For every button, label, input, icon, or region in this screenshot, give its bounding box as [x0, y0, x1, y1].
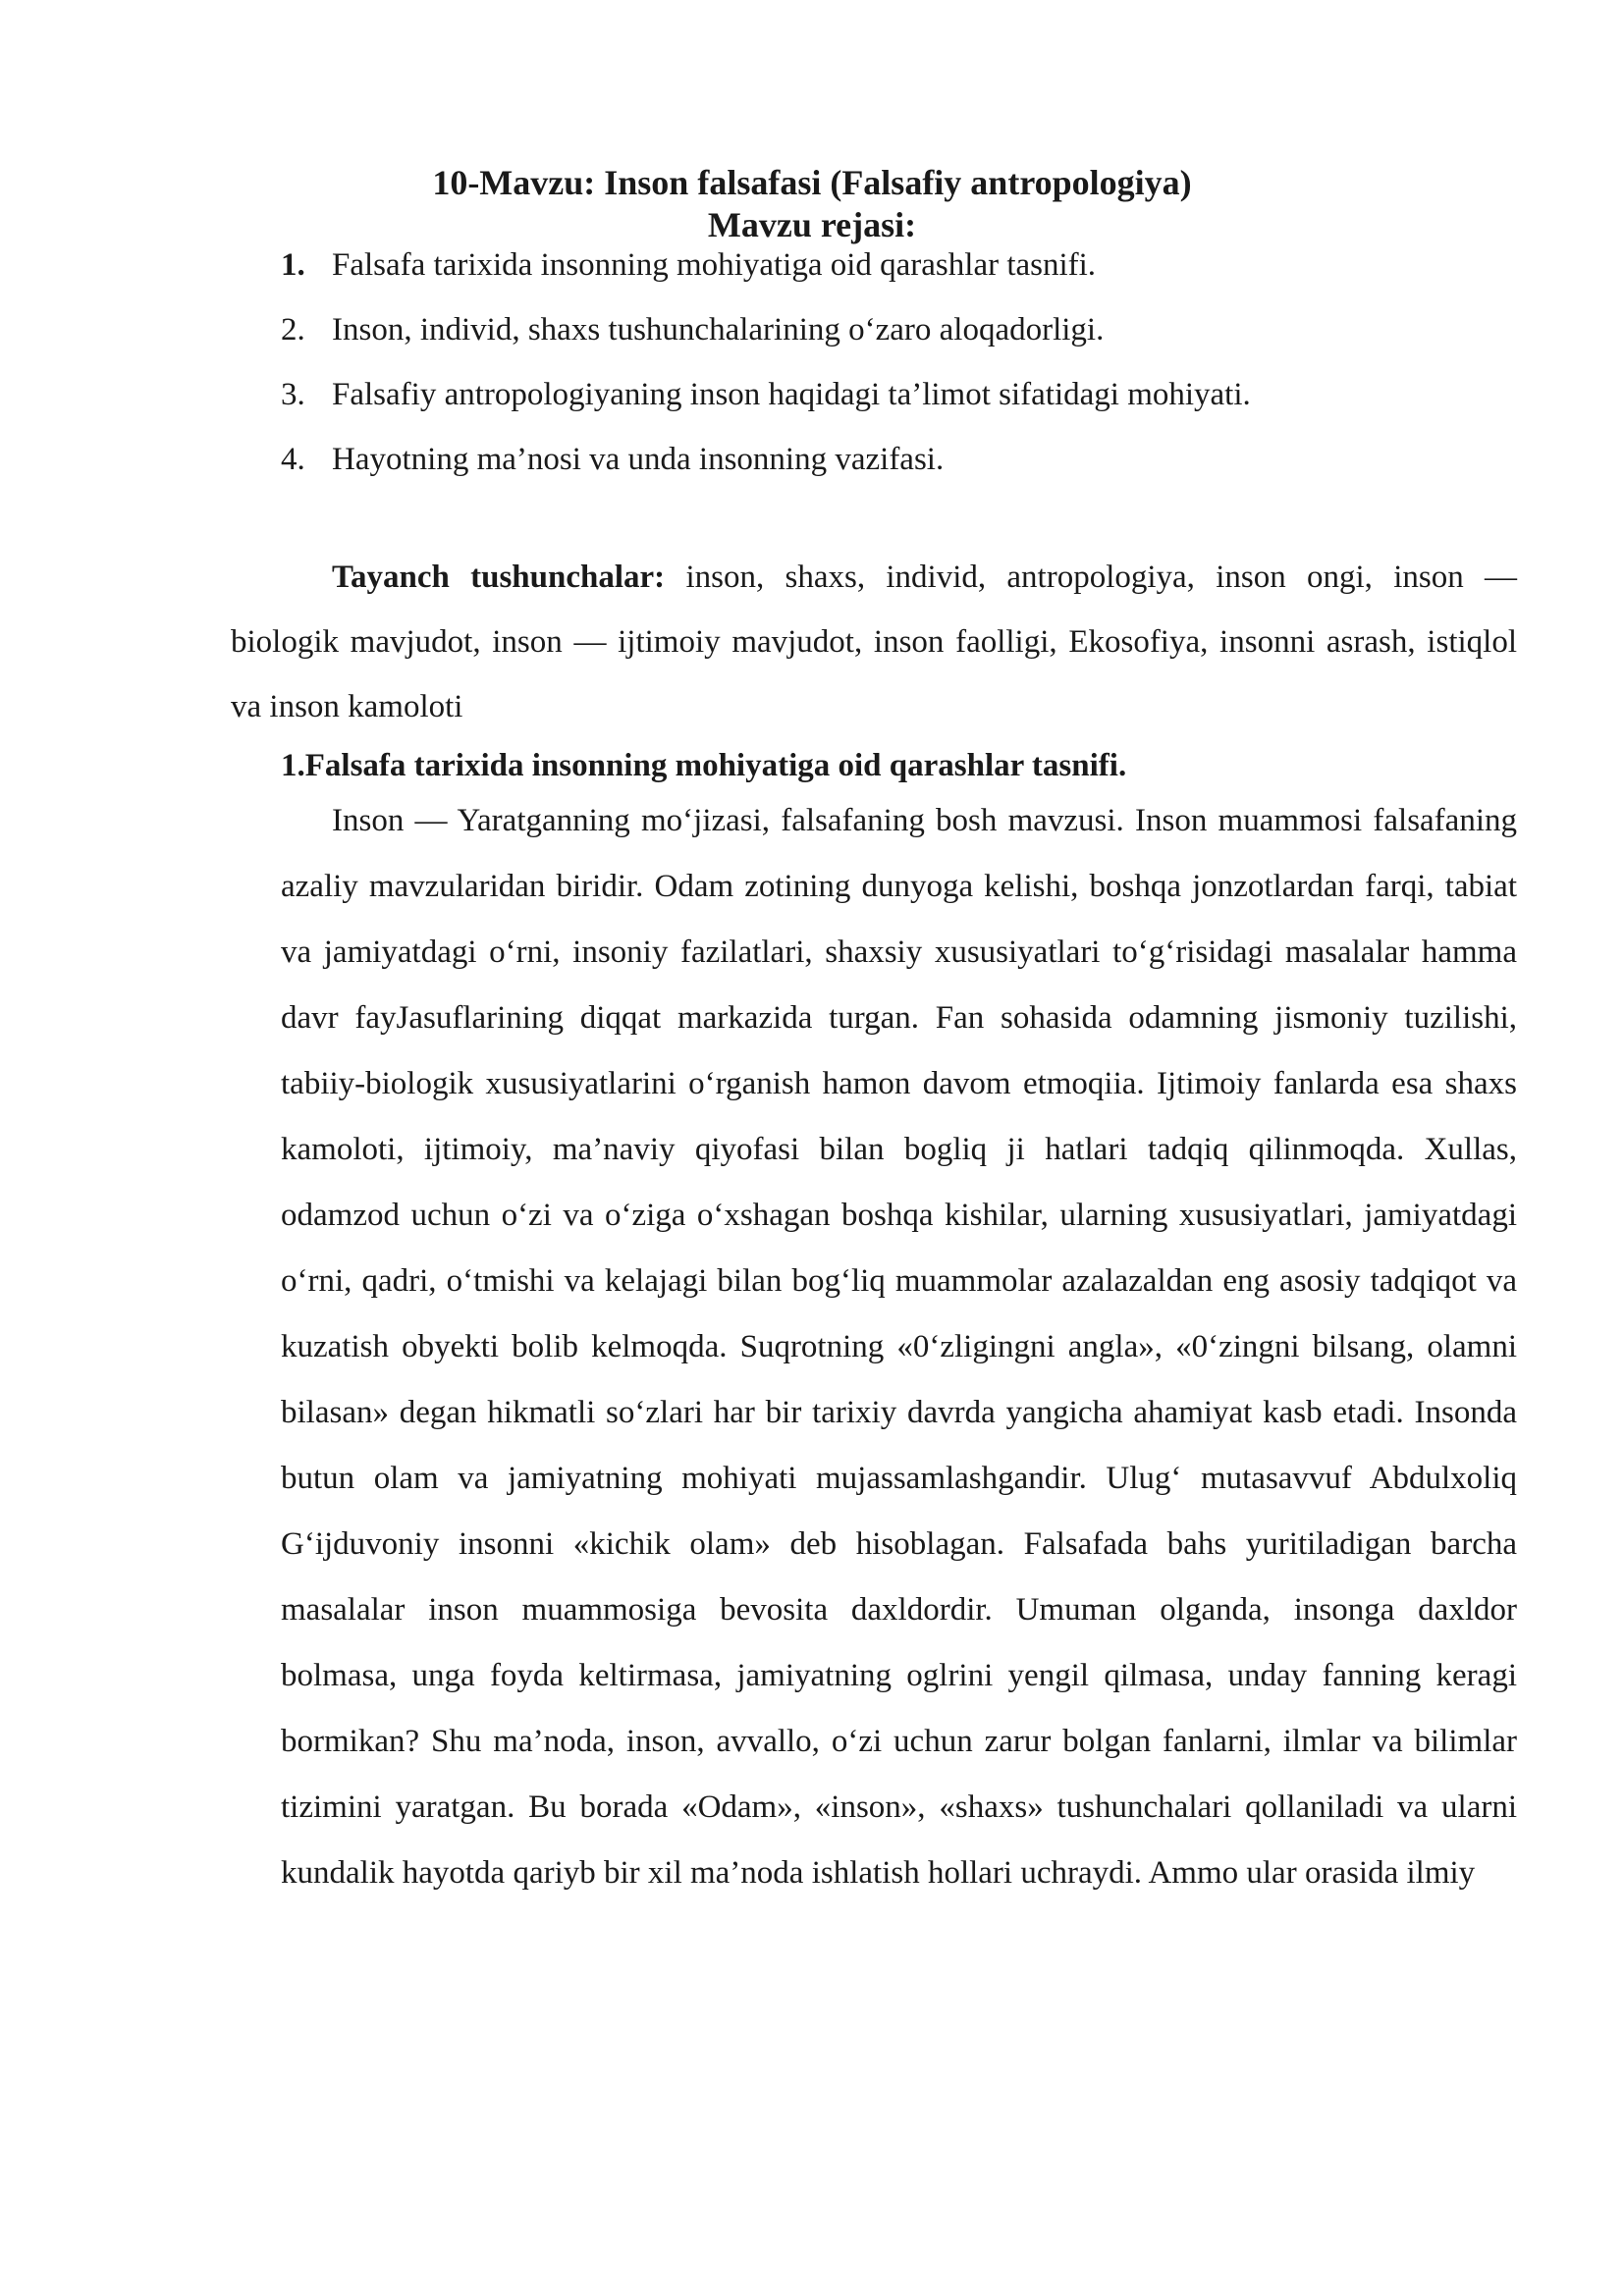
plan-item	[281, 245, 1251, 310]
plan-item-number: 4.	[281, 442, 305, 477]
plan-item	[281, 310, 1251, 375]
section-heading: 1.Falsafa tarixida insonning mohiyatiga oid qarashlar tasnifi.	[281, 748, 1127, 783]
key-concepts-paragraph	[231, 545, 1517, 739]
key-concepts-text: inson, shaxs, individ, antropologiya, inson ongi, inson — biologik mavjudot, inson — ijtimoiy mavjudot, inson faolligi, Ekosofiya, insonni asrash, istiqlol va inson kamoloti	[231, 560, 1517, 724]
topic-plan-list	[281, 245, 1251, 505]
plan-item-text: Falsafiy antropologiyaning inson haqidagi ta’limot sifatidagi mohiyati.	[332, 377, 1251, 412]
plan-item-number: 2.	[281, 312, 305, 347]
document-title: 10-Mavzu: Inson falsafasi (Falsafiy antropologiya)	[432, 163, 1192, 202]
document-subtitle: Mavzu rejasi:	[707, 205, 917, 244]
plan-item-text: Inson, individ, shaxs tushunchalarining o‘zaro aloqadorligi.	[332, 312, 1105, 347]
key-concepts-label: Tayanch tushunchalar:	[332, 560, 666, 595]
plan-item-text: Falsafa tarixida insonning mohiyatiga oid qarashlar tasnifi.	[332, 247, 1097, 283]
body-paragraph: Inson — Yaratganning mo‘jizasi, falsafaning bosh mavzusi. Inson muammosi falsafaning azaliy mavzularidan biridir. Odam zotining dunyoga kelishi, boshqa jonzotlardan farqi, tabiat va jamiyatdagi o‘rni, insoniy fazilatlari, shaxsiy xususiyatlari to‘g‘risidagi masalalar hamma davr fayJasuflarining diqqat markazida turgan. Fan sohasida odamning jismoniy tuzilishi, tabiiy-biologik xususiyatlarini o‘rganish hamon davom etmoqiia. Ijtimoiy fanlarda esa shaxs kamoloti, ijtimoiy, ma’naviy qiyofasi bilan bogliq ji hatlari tadqiq qilinmoqda. Xullas, odamzod uchun o‘zi va o‘ziga o‘xshagan boshqa kishilar, ularning xususiyatlari, jamiyatdagi o‘rni, qadri, o‘tmishi va kelajagi bilan bog‘liq muammolar azalazaldan eng asosiy tadqiqot va kuzatish obyekti bolib kelmoqda. Suqrotning «0‘zligingni angla», «0‘zingni bilsang, olamni bilasan» degan hikmatli so‘zlari har bir tarixiy davrda yangicha ahamiyat kasb etadi. Insonda butun olam va jamiyatning mohiyati mujassamlashgandir. Ulug‘ mutasavvuf Abdulxoliq G‘ijduvoniy insonni «kichik olam» deb hisoblagan. Falsafada bahs yuritiladigan barcha masalalar inson muammosiga bevosita daxldordir. Umuman olganda, insonga daxldor bolmasa, unga foyda keltirmasa, jamiyatning oglrini yengil qilmasa, unday fanning keragi bormikan? Shu ma’noda, inson, avvallo, o‘zi uchun zarur bolgan fanlarni, ilmlar va bilimlar tizimini yaratgan. Bu borada «Odam», «inson», «shaxs» tushunchalari qollaniladi va ularni kundalik hayotda qariyb bir xil ma’noda ishlatish hollari uchraydi. Ammo ular orasida ilmiy	[281, 803, 1517, 1891]
plan-item-number: 1.	[281, 247, 305, 283]
plan-item-number: 3.	[281, 377, 305, 412]
plan-item	[281, 375, 1251, 440]
plan-item-text: Hayotning ma’nosi va unda insonning vazifasi.	[332, 442, 945, 477]
plan-item	[281, 440, 1251, 505]
